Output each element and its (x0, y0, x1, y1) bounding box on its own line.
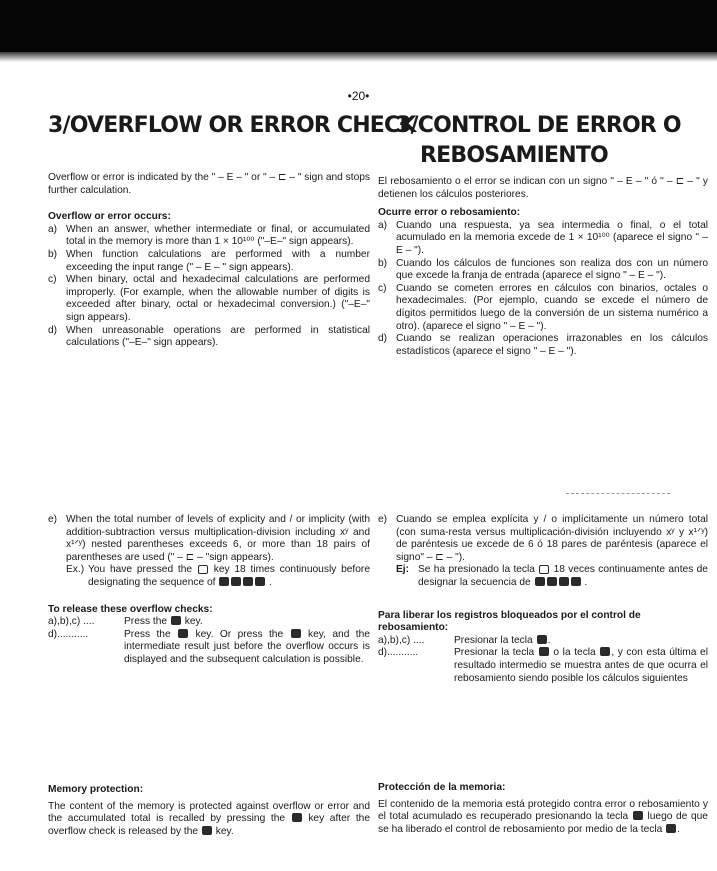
clear-key-icon (537, 635, 547, 644)
clear-key-icon (539, 647, 549, 656)
clear-key-icon (171, 616, 181, 625)
page-number: •20• (347, 89, 370, 103)
spanish-item-b: b) Cuando los cálculos de funciones son realiza dos con un número que excede la franja de entrada (aparece el signo " – E – "). (378, 257, 708, 282)
scan-edge-shadow (0, 52, 717, 62)
memory-recall-key-icon (633, 811, 643, 820)
spanish-release-abc: a),b),c) .... Presionar la tecla . (378, 634, 551, 646)
divider-line (566, 493, 670, 494)
spanish-upper-section (378, 176, 708, 358)
english-item-b: b) When function calculations are performed with a number exceeding the input range (" – E – " sign appears). (48, 248, 370, 273)
spanish-intro: El rebosamiento o el error se indican con un signo " – E – " ó " – ⊏ – " y detienen los cálculos posteriores. (378, 176, 708, 200)
key-icon (535, 577, 545, 586)
english-title: 3/OVERFLOW OR ERROR CHECK (48, 113, 416, 138)
spanish-memory-section (378, 782, 708, 836)
spanish-item-a: a) Cuando una respuesta, ya sea intermedia o final, o el total acumulado en la memoria excede de 1 × 10¹⁰⁰ (aparece el signo " – E – "). (378, 219, 708, 256)
clear-key-icon (178, 629, 188, 638)
scan-top-border (0, 0, 717, 52)
spanish-item-e: e) Cuando se emplea explícita y / o implícitamente un número total (con suma-resta versus multiplicación-división incluyendo xʸ y x¹ᐟʸ) de paréntesis ue excede de 6 ó 18 pares de paréntesis (aparece el signo" – ⊏ – "). (378, 514, 708, 563)
key-icon (547, 577, 557, 586)
open-parenthesis-key-icon (539, 565, 549, 574)
spanish-occurs-heading: Ocurre error o rebosamiento: (378, 207, 521, 219)
key-icon (219, 577, 229, 586)
english-release-abc: a),b),c) .... Press the key. (48, 616, 203, 628)
spanish-example: Ej: Se ha presionado la tecla 18 veces continuamente antes de designar la secuencia de . (396, 564, 708, 588)
english-item-c: c) When binary, octal and hexadecimal calculations are performed improperly. (For example, when the allowable number of digits is exceeded after binary, octal or hexadecimal conversion.) ("–E–" sign appears). (48, 274, 370, 323)
english-memory-section (48, 784, 370, 838)
english-memory-text: The content of the memory is protected against overflow or error and the accumulated total is recalled by pressing the key after the overflow check is released by the key. (48, 800, 370, 837)
clear-key-icon (666, 824, 676, 833)
english-item-a: a) When an answer, whether intermediate or final, or accumulated total in the memory is more than 1 × 10¹⁰⁰ ("–E–" sign appears). (48, 223, 370, 248)
spanish-item-c: c) Cuando se cometen errores en cálculos con binarios, octales o hexadecimales. (Por ejemplo, cuando se excede el número de dígitos permitidos luego de la conversión de un sistema numérico a otro). (aparece el signo " – E – "). (378, 282, 708, 332)
key-icon (255, 577, 265, 586)
spanish-release-heading: Para liberar los registros bloqueados por el control de rebosamiento: (378, 609, 641, 634)
english-memory-heading: Memory protection: (48, 784, 144, 795)
spanish-title-line-2: REBOSAMIENTO (420, 143, 608, 168)
english-lower-section (48, 514, 370, 667)
key-icon (559, 577, 569, 586)
key-icon (231, 577, 241, 586)
english-release-heading: To release these overflow checks: (48, 603, 213, 615)
key-icon (571, 577, 581, 586)
memory-recall-key-icon (292, 813, 302, 822)
english-item-d: d) When unreasonable operations are performed in statistical calculations ("–E–" sign appears). (48, 324, 370, 349)
spanish-item-d: d) Cuando se realizan operaciones irrazonables en los cálculos estadísticos (aparece el signo " – E – "). (378, 333, 708, 357)
key-icon (243, 577, 253, 586)
english-upper-section (48, 172, 370, 350)
english-intro: Overflow or error is indicated by the " – E – " or " – ⊏ – " sign and stops further calculation. (48, 172, 370, 196)
spanish-lower-section (378, 514, 708, 685)
spanish-title-line-1: 3/CONTROL DE ERROR O (396, 113, 681, 138)
english-release-d: d)........... Press the key. Or press the key, and the intermediate result just before the overflow occurs is displayed and the subsequent calculation is possible. (48, 628, 370, 665)
english-example: Ex.) You have pressed the key 18 times continuously before designating the sequence of . (66, 564, 370, 588)
clear-key-icon (202, 826, 212, 835)
open-parenthesis-key-icon (198, 565, 208, 574)
english-occurs-heading: Overflow or error occurs: (48, 211, 171, 223)
spanish-memory-text: El contenido de la memoria está protegido contra error o rebosamiento y el total acumulado es recuperado presionando la tecla luego de que se ha liberado el control de rebosamiento por medio de la tecla . (378, 798, 708, 835)
clear-entry-key-icon (600, 647, 610, 656)
spanish-memory-heading: Protección de la memoria: (378, 782, 506, 793)
spanish-release-d: d)........... Presionar la tecla o la tecla , y con esta última el resultado intermedio se muestra antes de que ocurra el rebosamiento siendo posible los cálculos siguientes (378, 647, 708, 684)
clear-entry-key-icon (291, 629, 301, 638)
english-item-e: e) When the total number of levels of explicity and / or implicity (with addition-subtraction versus multiplication-division including xʸ and x¹ᐟʸ) nested parentheses exceeds 6, or more than 18 pairs of parentheses are used (" – ⊏ – "sign appears). (48, 514, 370, 563)
